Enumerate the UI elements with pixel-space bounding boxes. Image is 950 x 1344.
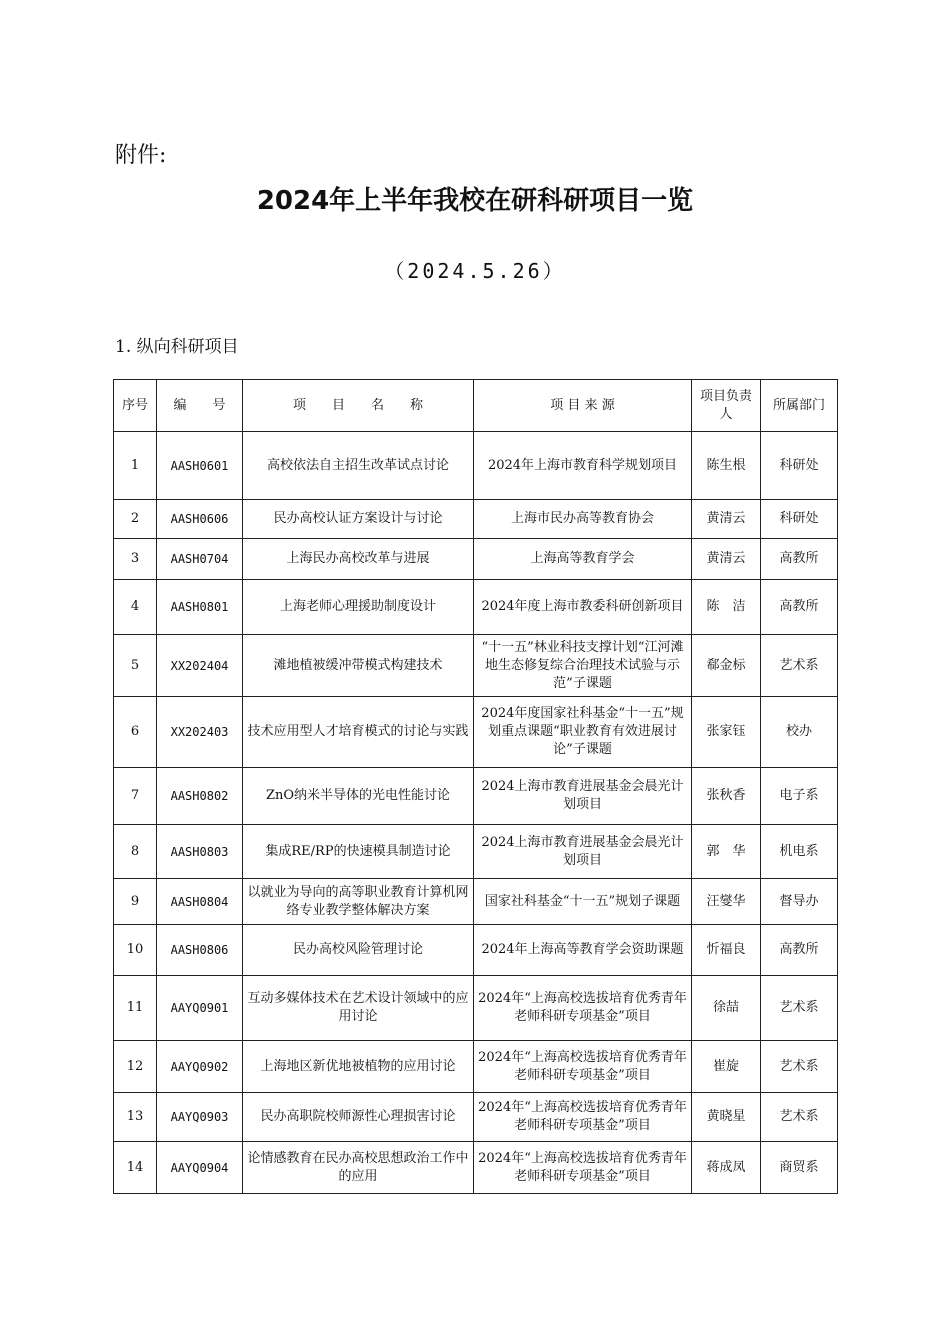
row-source: 国家社科基金“十一五”规划子课题 [474,879,692,925]
header-leader: 项目负责人 [692,380,761,432]
row-leader: 陈 洁 [692,580,761,635]
table-row [114,1093,838,1142]
row-leader: 黄晓星 [692,1093,761,1142]
header-index: 序号 [114,380,157,432]
row-source: 2024年“上海高校选拔培育优秀青年老师科研专项基金”项目 [474,1093,692,1142]
attachment-label: 附件: [115,143,167,168]
row-code: AAYQ0901 [157,976,243,1041]
row-index: 8 [114,825,157,879]
row-index: 9 [114,879,157,925]
row-index: 13 [114,1093,157,1142]
header-source: 项 目 来 源 [474,380,692,432]
row-code: AASH0801 [157,580,243,635]
table-row [114,879,838,925]
row-index: 12 [114,1041,157,1093]
row-source: 上海高等教育学会 [474,539,692,580]
row-index: 4 [114,580,157,635]
row-leader: 徐喆 [692,976,761,1041]
document-title: 2024年上半年我校在研科研项目一览 [256,186,694,216]
row-source: 2024年上海高等教育学会资助课题 [474,925,692,976]
row-leader: 张秋香 [692,768,761,825]
table-row [114,500,838,539]
row-code: XX202403 [157,697,243,768]
row-department: 科研处 [761,500,838,539]
row-department: 机电系 [761,825,838,879]
row-department: 科研处 [761,432,838,500]
row-project-name: 上海民办高校改革与进展 [243,539,474,580]
row-source: 2024上海市教育进展基金会晨光计划项目 [474,825,692,879]
row-leader: 张家钰 [692,697,761,768]
row-code: AAYQ0902 [157,1041,243,1093]
table-row [114,925,838,976]
table-row [114,539,838,580]
row-project-name: 上海地区新优地被植物的应用讨论 [243,1041,474,1093]
row-source: 2024年“上海高校选拔培育优秀青年老师科研专项基金”项目 [474,976,692,1041]
row-code: AASH0601 [157,432,243,500]
row-department: 艺术系 [761,1041,838,1093]
row-department: 电子系 [761,768,838,825]
row-source: 2024年度上海市教委科研创新项目 [474,580,692,635]
row-project-name: 民办高校风险管理讨论 [243,925,474,976]
row-project-name: 上海老师心理援助制度设计 [243,580,474,635]
row-source: 2024年度国家社科基金“十一五”规划重点课题“职业教育有效进展讨论”子课题 [474,697,692,768]
row-index: 11 [114,976,157,1041]
row-project-name: 民办高校认证方案设计与讨论 [243,500,474,539]
row-project-name: 互动多媒体技术在艺术设计领域中的应用讨论 [243,976,474,1041]
row-leader: 黄清云 [692,539,761,580]
row-source: 2024年“上海高校选拔培育优秀青年老师科研专项基金”项目 [474,1142,692,1194]
row-code: AASH0806 [157,925,243,976]
row-leader: 汪燮华 [692,879,761,925]
row-source: 上海市民办高等教育协会 [474,500,692,539]
row-code: AASH0803 [157,825,243,879]
row-code: AAYQ0904 [157,1142,243,1194]
table-row [114,432,838,500]
table-header-row [114,380,838,432]
row-leader: 忻福良 [692,925,761,976]
row-leader: 黄清云 [692,500,761,539]
row-index: 5 [114,635,157,697]
row-index: 7 [114,768,157,825]
row-project-name: 以就业为导向的高等职业教育计算机网络专业教学整体解决方案 [243,879,474,925]
row-leader: 崔旋 [692,1041,761,1093]
table-row [114,1142,838,1194]
table-row [114,635,838,697]
row-department: 督导办 [761,879,838,925]
row-project-name: 论情感教育在民办高校思想政治工作中的应用 [243,1142,474,1194]
row-code: AAYQ0903 [157,1093,243,1142]
row-leader: 郗金标 [692,635,761,697]
row-source: 2024年上海市教育科学规划项目 [474,432,692,500]
table-row [114,580,838,635]
table-row [114,697,838,768]
row-department: 艺术系 [761,635,838,697]
table-row [114,976,838,1041]
row-source: 2024年“上海高校选拔培育优秀青年老师科研专项基金”项目 [474,1041,692,1093]
row-department: 商贸系 [761,1142,838,1194]
row-department: 高教所 [761,539,838,580]
table-row [114,768,838,825]
row-project-name: 民办高职院校师源性心理损害讨论 [243,1093,474,1142]
row-leader: 蒋成凤 [692,1142,761,1194]
projects-table [113,379,838,1194]
table-row [114,1041,838,1093]
row-project-name: 技术应用型人才培育模式的讨论与实践 [243,697,474,768]
row-project-name: 集成RE/RP的快速模具制造讨论 [243,825,474,879]
row-department: 校办 [761,697,838,768]
row-index: 6 [114,697,157,768]
header-project-name: 项 目 名 称 [243,380,474,432]
row-project-name: 滩地植被缓冲带模式构建技术 [243,635,474,697]
row-index: 14 [114,1142,157,1194]
row-index: 10 [114,925,157,976]
row-source: 2024上海市教育进展基金会晨光计划项目 [474,768,692,825]
row-project-name: ZnO纳米半导体的光电性能讨论 [243,768,474,825]
row-code: AASH0704 [157,539,243,580]
row-leader: 郭 华 [692,825,761,879]
row-index: 2 [114,500,157,539]
row-index: 3 [114,539,157,580]
document-date: （2024.5.26） [384,259,566,283]
row-department: 高教所 [761,580,838,635]
row-department: 高教所 [761,925,838,976]
header-code: 编 号 [157,380,243,432]
header-department: 所属部门 [761,380,838,432]
row-department: 艺术系 [761,976,838,1041]
row-code: AASH0804 [157,879,243,925]
row-code: XX202404 [157,635,243,697]
row-index: 1 [114,432,157,500]
row-project-name: 高校依法自主招生改革试点讨论 [243,432,474,500]
row-leader: 陈生根 [692,432,761,500]
row-department: 艺术系 [761,1093,838,1142]
row-code: AASH0606 [157,500,243,539]
section-title: 1. 纵向科研项目 [115,337,239,357]
table-row [114,825,838,879]
row-source: “十一五”林业科技支撑计划“江河滩地生态修复综合治理技术试验与示范”子课题 [474,635,692,697]
row-code: AASH0802 [157,768,243,825]
